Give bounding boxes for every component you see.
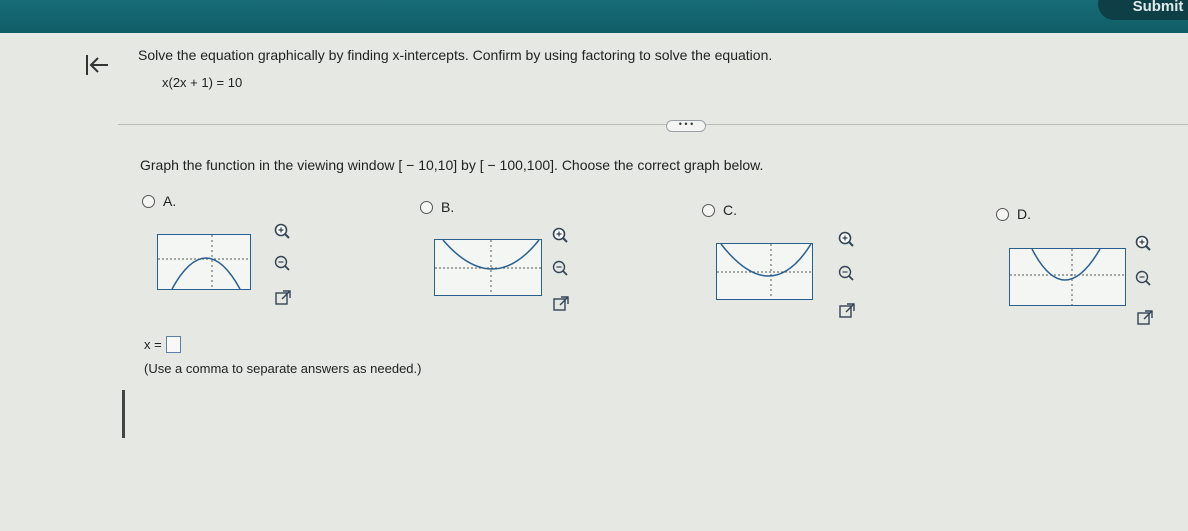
radio-b[interactable] [420,201,433,214]
popout-icon[interactable] [838,302,856,320]
option-d-label: D. [1017,206,1031,222]
graph-a[interactable] [157,234,251,290]
top-bar [0,0,1188,33]
option-b[interactable] [420,199,454,215]
graph-a-plot [158,235,250,289]
zoom-out-icon[interactable] [551,259,569,277]
option-b-label: B. [441,199,455,215]
answer-row [144,336,181,353]
zoom-out-icon[interactable] [273,254,291,272]
popout-icon[interactable] [274,289,292,307]
graph-c[interactable] [716,243,813,300]
radio-c[interactable] [702,204,715,217]
graph-d-plot [1010,249,1125,305]
back-arrow-icon[interactable] [84,52,110,78]
left-marker [122,390,125,438]
equation: x(2x + 1) = 10 [162,75,243,90]
answer-hint: (Use a comma to separate answers as needed.) [144,361,422,376]
option-d[interactable] [996,206,1031,222]
radio-a[interactable] [142,195,155,208]
graph-c-plot [717,244,812,299]
instruction: Graph the function in the viewing window [ − 10,10] by [ − 100,100]. Choose the correct graph below. [140,157,764,173]
zoom-in-icon[interactable] [551,226,569,244]
option-a[interactable] [142,193,176,209]
zoom-in-icon[interactable] [273,222,291,240]
zoom-in-icon[interactable] [837,230,855,248]
answer-input[interactable] [166,336,181,353]
divider [118,124,1188,125]
zoom-out-icon[interactable] [837,264,855,282]
popout-icon[interactable] [552,295,570,313]
graph-b[interactable] [434,239,542,296]
more-button[interactable]: • • • [666,120,706,132]
option-c[interactable] [702,202,737,218]
zoom-out-icon[interactable] [1134,269,1152,287]
answer-prefix: x = [144,337,162,352]
option-a-label: A. [163,193,177,209]
submit-button[interactable]: Submit [1098,0,1188,20]
question-prompt: Solve the equation graphically by finding x-intercepts. Confirm by using factoring to solve the equation. [138,47,773,63]
radio-d[interactable] [996,208,1009,221]
graph-b-plot [435,240,541,295]
option-c-label: C. [723,202,737,218]
graph-d[interactable] [1009,248,1126,306]
popout-icon[interactable] [1136,309,1154,327]
zoom-in-icon[interactable] [1134,234,1152,252]
